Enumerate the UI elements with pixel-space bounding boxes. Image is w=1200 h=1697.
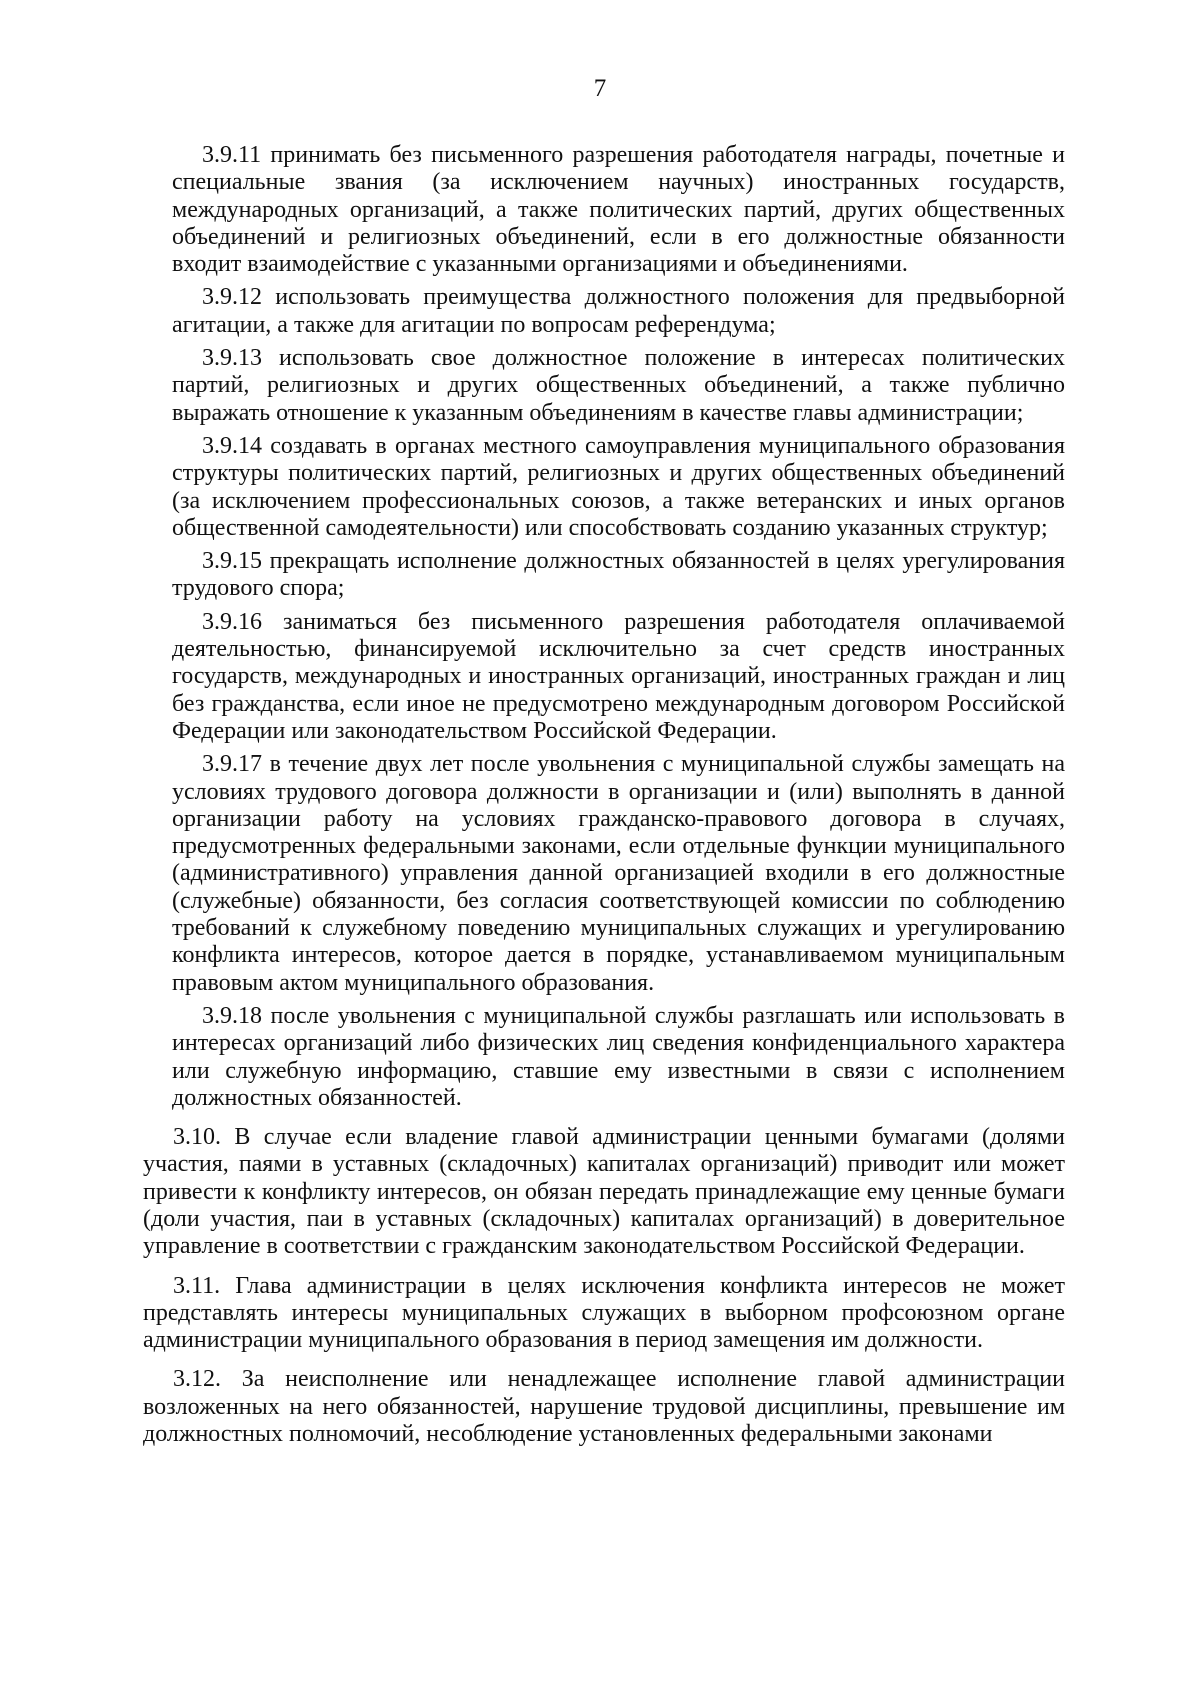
clause-3-9-13: 3.9.13 использовать свое должностное положение в интересах политических партий, религиозных и других общественных объединений, а также публично выражать отношение к указанным объединениям в качестве главы администрации; <box>172 345 1065 426</box>
clause-3-9-15: 3.9.15 прекращать исполнение должностных обязанностей в целях урегулирования трудового спора; <box>172 548 1065 602</box>
clause-3-9-14: 3.9.14 создавать в органах местного самоуправления муниципального образования структуры политических партий, религиозных и других общественных объединений (за исключением профессиональных союзов, а также ветеранских и иных органов общественной самодеятельности) или способствовать созданию указанных структур; <box>172 432 1065 541</box>
clause-3-10: 3.10. В случае если владение главой администрации ценными бумагами (долями участия, паями в уставных (складочных) капиталах организаций) приводит или может привести к конфликту интересов, он обязан передать принадлежащие ему ценные бумаги (доли участия, паи в уставных (складочных) капиталах организаций) в доверительное управление в соответствии с гражданским законодательством Российской Федерации. <box>143 1124 1065 1260</box>
page-number: 7 <box>593 75 607 102</box>
clause-3-9-11: 3.9.11 принимать без письменного разрешения работодателя награды, почетные и специальные звания (за исключением научных) иностранных государств, международных организаций, а также политических партий, других общественных объединений и религиозных объединений, если в его должностные обязанности входит взаимодействие с указанными организациями и объединениями. <box>172 142 1065 278</box>
clause-3-11: 3.11. Глава администрации в целях исключения конфликта интересов не может представлять интересы муниципальных служащих в выборном профсоюзном органе администрации муниципального образования в период замещения им должности. <box>143 1272 1065 1354</box>
clause-3-9-17: 3.9.17 в течение двух лет после увольнения с муниципальной службы замещать на условиях трудового договора должности в организации и (или) выполнять в данной организации работу на условиях гражданско-правового договора в случаях, предусмотренных федеральными законами, если отдельные функции муниципального (административного) управления данной организацией входили в его должностные (служебные) обязанности, без согласия соответствующей комиссии по соблюдению требований к служебному поведению муниципальных служащих и урегулированию конфликта интересов, которое дается в порядке, устанавливаемом муниципальным правовым актом муниципального образования. <box>172 751 1065 996</box>
clause-3-12: 3.12. За неисполнение или ненадлежащее исполнение главой администрации возложенных на него обязанностей, нарушение трудовой дисциплины, превышение им должностных полномочий, несоблюдение установленных федеральными законами <box>143 1366 1065 1448</box>
clause-3-9-18: 3.9.18 после увольнения с муниципальной службы разглашать или использовать в интересах организаций либо физических лиц сведения конфиденциального характера или служебную информацию, ставшие ему известными в связи с исполнением должностных обязанностей. <box>172 1002 1065 1111</box>
clause-3-9-12: 3.9.12 использовать преимущества должностного положения для предвыборной агитации, а также для агитации по вопросам референдума; <box>172 284 1065 338</box>
document-body <box>143 142 1065 1454</box>
clause-3-9-16: 3.9.16 заниматься без письменного разрешения работодателя оплачиваемой деятельностью, финансируемой исключительно за счет средств иностранных государств, международных и иностранных организаций, иностранных граждан и лиц без гражданства, если иное не предусмотрено международным договором Российской Федерации или законодательством Российской Федерации. <box>172 608 1065 744</box>
